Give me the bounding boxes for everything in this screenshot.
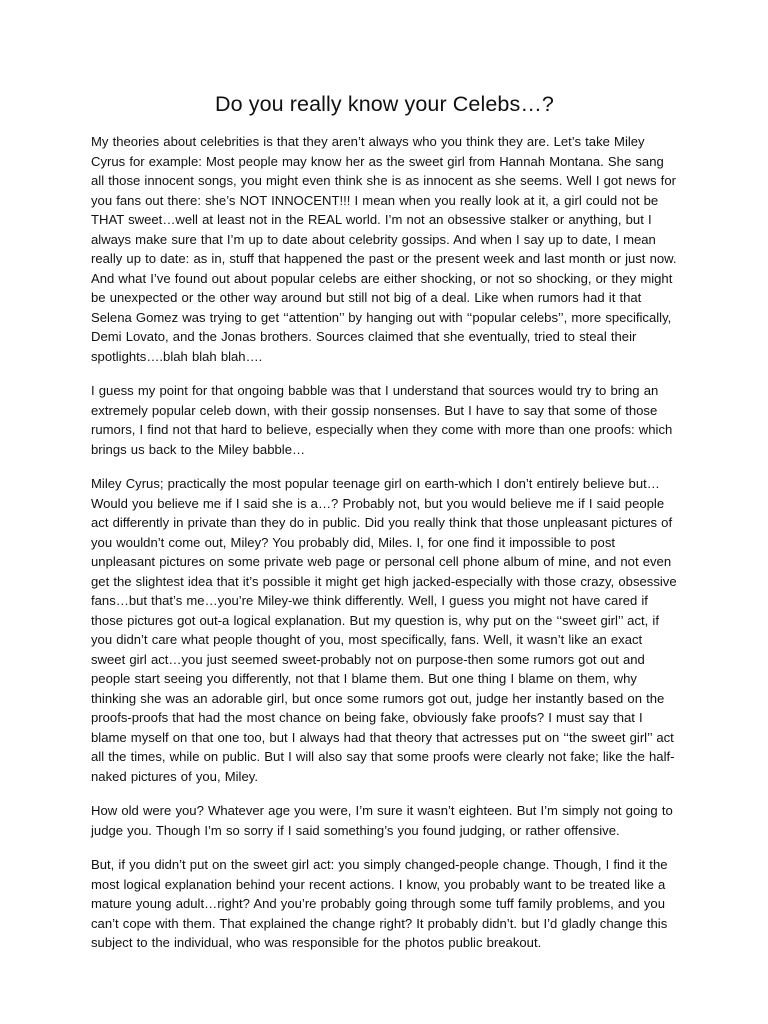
paragraph-miley: Miley Cyrus; practically the most popular teenage girl on earth-which I don’t entirely believe but… Would you believe me if I said she is a…? Probably not, but you would believe me if I said people act differently in private than they do in public. Did you really think that those unpleasant pictures of you wouldn’t come out, Miley? You probably did, Miles. I, for one find it impossible to post unpleasant pictures on some private web page or personal cell phone album of mine, and not even get the slightest idea that it’s possible it might get high jacked-especially with those crazy, obsessive fans…but that’s me…you’re Miley-we think differently. Well, I guess you might not have cared if those pictures got out-a logical explanation. But my question is, why put on the ‘‘sweet girl’’ act, if you didn’t care what people thought of you, most specifically, fans. Well, it wasn’t like an exact sweet girl act…you just seemed sweet-probably not on purpose-then some rumors got out and people start seeing you differently, not that I blame them. But one thing I blame on them, why thinking she was an adorable girl, but once some rumors got out, judge her instantly based on the proofs-proofs that had the most chance on being fake, obviously fake proofs? I must say that I blame myself on that one too, but I always had that theory that actresses put on ‘‘the sweet girl’’ act all the times, while on public. But I will also say that some proofs were clearly not fake; like the half-naked pictures of you, Miley. (91, 476, 677, 784)
paragraph-change: But, if you didn’t put on the sweet girl act: you simply changed-people change. Though, I find it the most logical explanation behind your recent actions. I know, you probably want to be treated like a mature young adult…right? And you’re probably going through some tuff family problems, and you can’t cope with them. That explained the change right? It probably didn’t. but I’d gladly change this subject to the individual, who was responsible for the photos public breakout. (91, 857, 668, 950)
document-title: Do you really know your Celebs…? (215, 92, 554, 116)
paragraph-intro: My theories about celebrities is that they aren’t always who you think they are. Let’s take Miley Cyrus for example: Most people may know her as the sweet girl from Hannah Montana. She sang all those innocent songs, you might even think she is as innocent as she seems. Well I got news for you fans out there: she’s NOT INNOCENT!!! I mean when you really look at it, a girl could not be THAT sweet…well at least not in the REAL world. I’m not an obsessive stalker or anything, but I always make sure that I’m up to date about celebrity gossips. And when I say up to date, I mean really up to date: as in, stuff that happened the past or the present week and last month or just now. And what I’ve found out about popular celebs are either shocking, or not so shocking, or they might be unexpected or the other way around but still not big of a deal. Like when rumors had it that Selena Gomez was trying to get ‘‘attention’’ by hanging out with ‘‘popular celebs’’, more specifically, Demi Lovato, and the Jonas brothers. Sources claimed that she eventually, tried to steal their spotlights….blah blah blah…. (91, 134, 677, 364)
paragraph-point: I guess my point for that ongoing babble was that I understand that sources would try to bring an extremely popular celeb down, with their gossip nonsenses. But I have to say that some of those rumors, I find not that hard to believe, especially when they come with more than one proofs: which brings us back to the Miley babble… (91, 383, 673, 457)
paragraph-age: How old were you? Whatever age you were, I’m sure it wasn’t eighteen. But I’m simply not going to judge you. Though I’m so sorry if I said something’s you found judging, or rather offensive. (91, 803, 673, 838)
